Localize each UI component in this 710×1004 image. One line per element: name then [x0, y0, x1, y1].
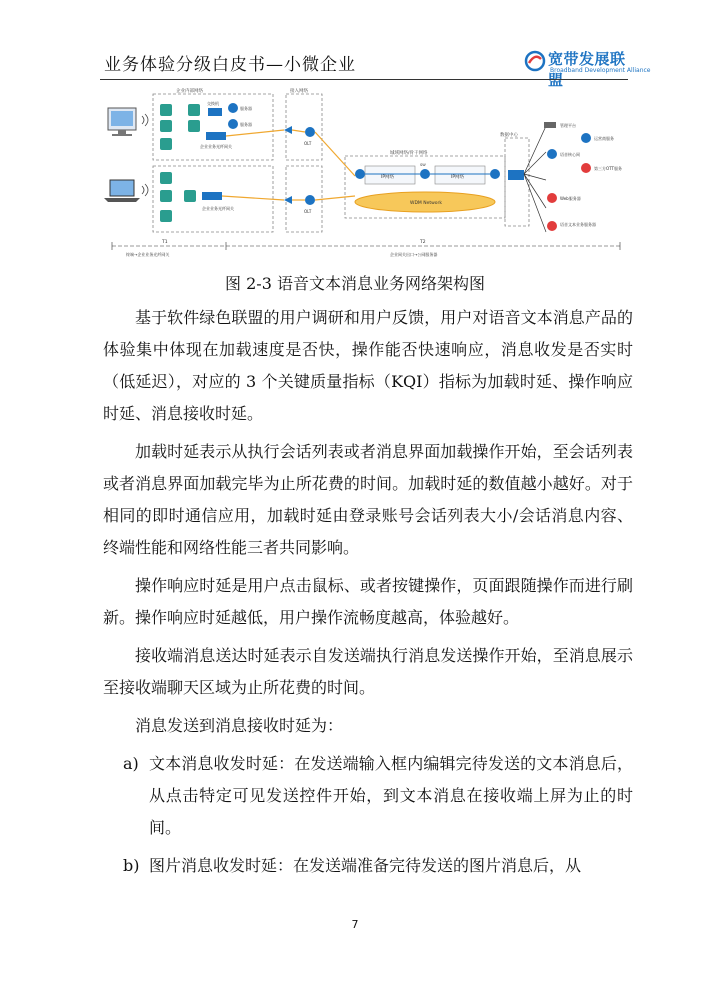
logo-text-en: Broadband Development Alliance	[550, 67, 651, 74]
paragraph: 接收端消息送达时延表示自发送端执行消息发送操作开始，至消息展示至接收端聊天区域为止所花费的时间。	[103, 646, 633, 697]
label-sw: SW	[420, 163, 426, 167]
list-marker: a)	[123, 754, 139, 773]
label-mgmt: 管理平台	[560, 123, 576, 128]
mgmt-platform-icon	[544, 122, 556, 128]
page-header	[0, 0, 710, 89]
label-olt1: OLT	[304, 141, 312, 146]
voice-core-icon	[547, 149, 557, 159]
label-voice-text: 语音文本业务服务器	[560, 222, 596, 227]
sw-icon-3	[490, 169, 500, 179]
body-text	[103, 302, 633, 882]
label-web-server: Web服务器	[560, 196, 581, 201]
label-ip1: IP网络	[381, 175, 395, 180]
label-server1: 服务器	[240, 106, 252, 111]
laptop-terminal-icon	[104, 180, 140, 202]
server-icon-2	[228, 119, 238, 129]
label-fiber-gw1: 企业业务光纤网关	[200, 144, 232, 149]
paragraph: 操作响应时延是用户点击鼠标、或者按键操作，页面跟随操作而进行刷新。操作响应时延越低，用户操作流畅度越高，体验越好。	[103, 576, 633, 627]
label-wdm: WDM Network	[410, 201, 443, 206]
splitter-icon-top	[284, 126, 292, 134]
fiber-gateway-icon-top	[206, 132, 226, 140]
network-architecture-diagram	[100, 86, 636, 268]
fiber-gateway-icon-bottom	[202, 192, 222, 200]
third-party-icon	[581, 163, 591, 173]
label-enterprise-net: 企业内部网络	[176, 89, 203, 94]
desktop-terminal-icon	[108, 108, 136, 136]
label-isp: 运营商服务	[594, 136, 614, 141]
ap-icons-top	[160, 104, 200, 150]
ap-icons-bottom	[160, 172, 196, 222]
list-item-text: 图片消息收发时延：在发送端准备完待发送的图片消息后，从	[149, 856, 582, 875]
list-item-text: 文本消息收发时延：在发送端输入框内编辑完待发送的文本消息后，从点击特定可见发送控件开始，到文本消息在接收端上屏为止的时间。	[149, 754, 633, 837]
label-access-net: 接入网络	[290, 89, 308, 94]
alliance-logo-icon	[524, 50, 546, 72]
paragraph: 消息发送到消息接收时延为：	[135, 716, 344, 735]
header-divider	[100, 79, 628, 80]
server-icon-1	[228, 103, 238, 113]
figure-caption: 图 2-3 语音文本消息业务网络架构图	[225, 274, 485, 293]
logo-text-cn: 宽带发展联盟	[548, 50, 626, 89]
label-t1-desc: 终端→企业业务光纤网关	[126, 252, 170, 257]
label-third-party: 第三方OTT服务	[594, 166, 622, 171]
header-title: 业务体验分级白皮书—小微企业	[104, 55, 356, 75]
label-olt2: OLT	[304, 209, 312, 214]
dc-links	[524, 126, 546, 232]
sw-icon-2	[420, 169, 430, 179]
web-server-icon	[547, 193, 557, 203]
page-number: 7	[351, 918, 359, 931]
sw-icon-1	[355, 169, 365, 179]
label-t2: T2	[420, 240, 426, 245]
label-t2-desc: 企业网关出口→公网服务器	[390, 252, 438, 257]
dc-router-icon	[508, 170, 524, 180]
alliance-logo	[524, 48, 651, 89]
switch-icon	[208, 108, 222, 116]
olt-icon-top	[305, 127, 315, 137]
paragraph: 加载时延表示从执行会话列表或者消息界面加载操作开始，至会话列表或者消息界面加载完毕为止所花费的时间。加载时延的数值越小越好。对于相同的即时通信应用，加载时延由登录账号会话列表大小/会话消息内容、终端性能和网络性能三者共同影响。	[103, 442, 633, 557]
wifi-icon-top	[142, 114, 148, 126]
list-marker: b)	[123, 856, 140, 875]
list-item	[103, 748, 633, 844]
label-fiber-gw2: 企业业务光纤网关	[202, 206, 234, 211]
paragraph: 基于软件绿色联盟的用户调研和用户反馈，用户对语音文本消息产品的体验集中体现在加载速度是否快，操作能否快速响应，消息收发是否实时（低延迟），对应的 3 个关键质量指标（KQI）指标为加载时延、操作响应时延、消息接收时延。	[103, 308, 633, 423]
label-voice-core: 语音核心网	[560, 152, 580, 157]
splitter-icon-bottom	[284, 196, 292, 204]
label-t1: T1	[162, 240, 168, 245]
datacenter-zone	[505, 138, 529, 226]
isp-service-icon	[581, 133, 591, 143]
label-ip2: IP网络	[451, 175, 465, 180]
label-metro: 城域网络/骨干网络	[390, 151, 428, 156]
fiber-links	[222, 130, 355, 200]
label-switch: 交换机	[207, 101, 219, 106]
list-item	[103, 850, 633, 882]
label-server2: 服务器	[240, 122, 252, 127]
olt-icon-bottom	[305, 195, 315, 205]
wifi-icon-bottom	[142, 184, 148, 196]
voice-text-server-icon	[547, 221, 557, 231]
label-dc: 数据中心	[500, 133, 518, 138]
